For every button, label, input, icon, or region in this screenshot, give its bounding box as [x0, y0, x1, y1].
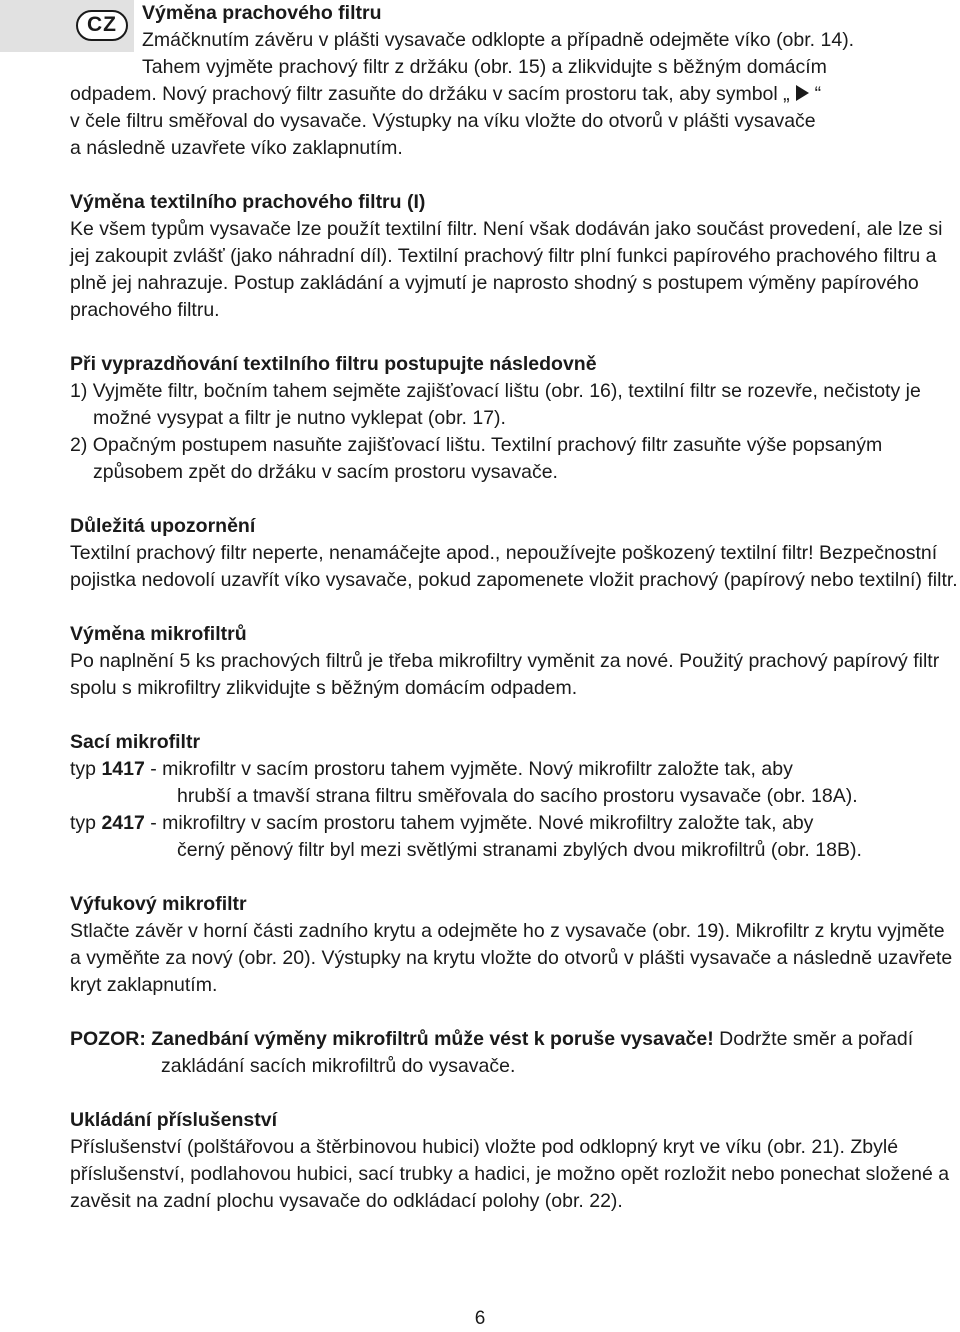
- text-span: “: [814, 83, 822, 105]
- paragraph-line: Zmáčknutím závěru v plášti vysavače odklopte a případně odejměte víko (obr. 14).: [142, 29, 855, 51]
- section-accessories: [70, 1107, 960, 1215]
- paragraph: Po naplnění 5 ks prachových filtrů je třeba mikrofiltry vyměnit za nové. Použitý prachový papírový filtr spolu s mikrofiltry zlikvidujte s běžným domácím odpadem.: [70, 650, 940, 699]
- paragraph: Příslušenství (polštářovou a štěrbinovou hubici) vložte pod odklopný kryt ve víku (obr. 21). Zbylé příslušenství, podlahovou hubici, sací trubky a hadici, je možno opět rozložit nebo ponechat složené a zavěsit na zadní plochu vysavače do odkládací polohy (obr. 22).: [70, 1136, 950, 1212]
- section-caution: [70, 1026, 960, 1080]
- section-title: Sací mikrofiltr: [70, 731, 201, 753]
- list-item: 1) Vyjměte filtr, bočním tahem sejměte zajišťovací lištu (obr. 16), textilní filtr se rozevře, nečistoty je možné vysypat a filtr je nutno vyklepat (obr. 17).: [70, 380, 921, 429]
- arrow-symbol-icon: [796, 85, 809, 101]
- text-span: Dodržte směr a pořadí zakládání sacích mikrofiltrů do vysavače.: [161, 1028, 914, 1077]
- page-number: 6: [474, 1308, 486, 1329]
- paragraph-line: v čele filtru směřoval do vysavače. Výstupky na víku vložte do otvorů v plášti vysavače: [70, 110, 816, 132]
- typ-line: hrubší a tmavší strana filtru směřovala do sacího prostoru vysavače (obr. 18A).: [177, 785, 858, 807]
- section-title: Výměna mikrofiltrů: [70, 623, 247, 645]
- text-span: odpadem. Nový prachový filtr zasuňte do držáku v sacím prostoru tak, aby symbol „: [70, 83, 790, 105]
- text-span: typ: [70, 812, 102, 834]
- model-number: 1417: [101, 758, 145, 780]
- caution-bold: POZOR: Zanedbání výměny mikrofiltrů může vést k poruše vysavače!: [70, 1028, 714, 1050]
- section-warnings: [70, 513, 960, 594]
- paragraph-line: [70, 81, 960, 108]
- section-title: Ukládání příslušenství: [70, 1109, 277, 1131]
- text-span: - mikrofiltry v sacím prostoru tahem vyjměte. Nové mikrofiltry založte tak, aby: [144, 812, 814, 834]
- paragraph-line: a následně uzavřete víko zaklapnutím.: [70, 137, 403, 159]
- language-badge: CZ: [76, 10, 128, 41]
- text-span: typ: [70, 758, 102, 780]
- caution-paragraph: [70, 1026, 960, 1080]
- paragraph: Ke všem typům vysavače lze použít textilní filtr. Není však dodáván jako součást provedení, ale lze si jej zakoupit zvlášť (jako náhradní díl). Textilní prachový filtr plní funkci papírového prachového filtru a plně jej nahrazuje. Postup zakládání a vyjmutí je naprosto shodný s postupem výměny papírového prachového filtru.: [70, 218, 943, 321]
- paragraph: Stlačte závěr v horní části zadního krytu a odejměte ho z vysavače (obr. 19). Mikrofiltr z krytu vyjměte a vyměňte za nový (obr. 20). Výstupky na krytu vložte do otvorů v plášti vysavače a následně uzavřete kryt zaklapnutím.: [70, 920, 953, 996]
- section-textile-filter: [70, 189, 960, 324]
- section-microfilters: [70, 621, 960, 702]
- section-emptying: [70, 351, 960, 486]
- list-item: 2) Opačným postupem nasuňte zajišťovací lištu. Textilní prachový filtr zasuňte výše popsaným způsobem zpět do držáku v sacím prostoru vysavače.: [70, 434, 883, 483]
- typ-line: černý pěnový filtr byl mezi světlými stranami zbylých dvou mikrofiltrů (obr. 18B).: [177, 839, 862, 861]
- paragraph-line: Tahem vyjměte prachový filtr z držáku (obr. 15) a zlikvidujte s běžným domácím: [142, 56, 827, 78]
- section-exhaust-microfilter: [70, 891, 960, 999]
- model-number: 2417: [101, 812, 145, 834]
- section-title: Výměna textilního prachového filtru (I): [70, 191, 426, 213]
- section-title: Výfukový mikrofiltr: [70, 893, 247, 915]
- section-title: Důležitá upozornění: [70, 515, 256, 537]
- section-title: Při vyprazdňování textilního filtru postupujte následovně: [70, 353, 597, 375]
- text-span: - mikrofiltr v sacím prostoru tahem vyjměte. Nový mikrofiltr založte tak, aby: [144, 758, 793, 780]
- paragraph: Textilní prachový filtr neperte, nenamáčejte apod., nepoužívejte poškozený textilní filtr! Bezpečnostní pojistka nedovolí uzavřít víko vysavače, pokud zapomenete vložit prachový (papírový nebo textilní) filtr.: [70, 542, 958, 591]
- document-body: [70, 0, 960, 1242]
- typ-line: [70, 756, 960, 783]
- typ-line: [70, 810, 960, 837]
- section-suction-microfilter: [70, 729, 960, 864]
- section-title: Výměna prachového filtru: [142, 2, 382, 24]
- section-dust-filter: [70, 0, 960, 162]
